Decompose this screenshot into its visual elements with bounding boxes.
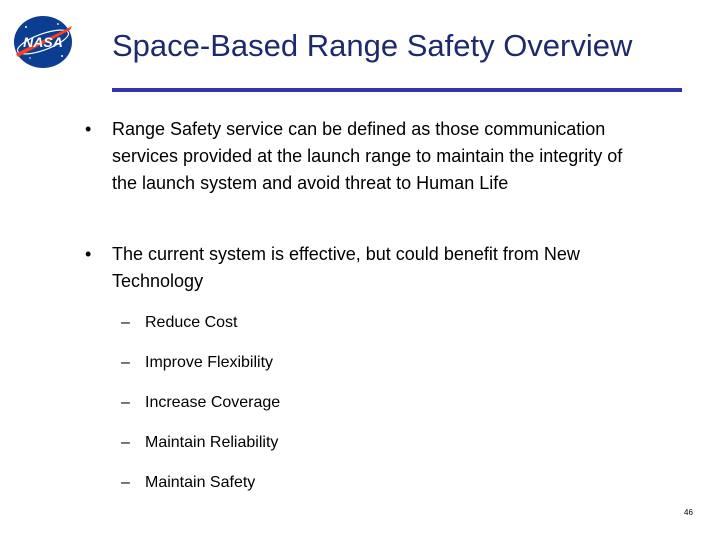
sub-bullet-text: Reduce Cost (145, 314, 238, 331)
sub-bullet-item (121, 393, 280, 413)
page-title: Space-Based Range Safety Overview (112, 28, 633, 63)
sub-bullet-item (121, 473, 255, 493)
sub-bullet-text: Increase Coverage (145, 394, 281, 411)
sub-bullet-item (121, 313, 238, 333)
page-number: 46 (684, 508, 693, 517)
sub-bullet-text: Improve Flexibility (145, 354, 274, 371)
sub-bullet-marker: – (121, 434, 130, 451)
bullet-marker: • (85, 244, 92, 264)
bullet-item (85, 116, 652, 197)
bullet-text: Range Safety service can be defined as those communication services provided at the launch range to maintain the integrity of the launch system and avoid threat to Human Life (112, 119, 623, 193)
title-underline (112, 88, 682, 92)
sub-bullet-marker: – (121, 354, 130, 371)
sub-bullet-item (121, 353, 273, 373)
sub-bullet-text: Maintain Safety (145, 474, 256, 491)
sub-bullet-item (121, 433, 278, 453)
sub-bullet-marker: – (121, 474, 130, 491)
sub-bullet-marker: – (121, 394, 130, 411)
sub-bullet-marker: – (121, 314, 130, 331)
nasa-logo (12, 14, 74, 70)
bullet-marker: • (85, 119, 92, 139)
bullet-item (85, 241, 652, 295)
nasa-logo-text: NASA (23, 34, 63, 50)
bullet-text: The current system is effective, but could benefit from New Technology (112, 244, 580, 291)
sub-bullet-text: Maintain Reliability (145, 434, 279, 451)
